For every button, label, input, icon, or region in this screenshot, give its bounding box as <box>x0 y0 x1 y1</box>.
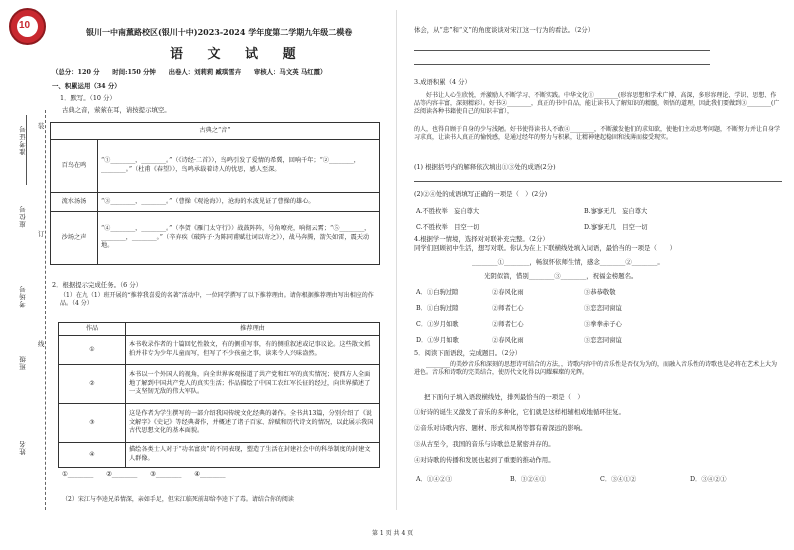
option-a[interactable]: A．①④②③ <box>416 476 453 483</box>
option-b-3: ③恋恋同窗谊 <box>584 305 622 312</box>
book-row-text: 本书收录作者的十篇回忆性散文，有的侧重写事，有的侧重叙述或记事议论。这些散文抓拍并非专为少年儿童而写，但写了不少孩童之事，读来令人兴味盎然。 <box>126 336 380 365</box>
sentence-1: ①好诗的诞生又激发了音乐的多种化，它们就是这样相辅相成地循环往复。 <box>414 408 625 416</box>
sentence-4: ④对诗歌的传播和发展也起到了重要的推动作用。 <box>414 456 555 464</box>
option-c[interactable]: C.不胜枚举 目空一切 <box>416 224 480 231</box>
name-label: 姓名 <box>19 440 27 455</box>
question-3-paragraph: 好书让人心生欣悦，并激励人不断学习、不断实践。中华文化①________(形容思想和学术广博、高深，多形容理论、学识、思想、作品等内容丰富，深刻精彩）。好书②________，真正的书中自品，能让读书人了解知识的精髓，领悟的道理，因此我们要做到③________(广泛阅读各种书籍使自己的知识丰富）， <box>414 92 780 116</box>
paper-title: 语 文 试 题 <box>170 47 306 62</box>
option-d-3: ③恋恋同窗谊 <box>584 337 622 344</box>
poetry-table <box>50 122 380 265</box>
option-a-2: ②春风化雨 <box>492 289 524 296</box>
sentence-3: ③从古至今，我国的音乐与诗歌总是紧密并存的。 <box>414 440 555 448</box>
question-4-desc: 同学们回顾初中生活，想写对联。你认为在上下联横线处填入词语，最恰当的一项是（ ） <box>414 244 677 252</box>
option-b[interactable]: B．①白驹过隙 <box>416 305 459 312</box>
poetry-table-head: 古典之“音” <box>51 123 380 140</box>
question-5-ask: 把下面句子填入语段横线处，排列最恰当的一项是（ ） <box>424 393 584 401</box>
answer-line[interactable] <box>414 181 782 182</box>
school-logo <box>9 8 46 45</box>
book-table-col1: 作品 <box>59 323 126 336</box>
question-3: 3.成语积累（4 分） <box>414 78 471 86</box>
answer-line[interactable] <box>414 50 710 51</box>
option-a[interactable]: A.不胜枚举 妄自尊大 <box>416 208 480 215</box>
question-1: 1．默写。（10 分） <box>60 94 116 102</box>
book-row-no: ① <box>59 336 126 365</box>
binding-line <box>45 110 46 510</box>
seat-number-label: 座位号 <box>19 205 27 228</box>
question-3-1: (1) 根据括号内的解释依次填出①③处的成语(2分) <box>414 163 556 171</box>
question-4: 4.根据学一情境，选择对对联补充完整。（2分） <box>414 235 549 243</box>
poetry-row-text: “③________，________。”（曹操《观沧海》），沧海的水波见证了曹操的雄心。 <box>98 193 380 212</box>
book-row-text: 本书以一个外国人的视角，向全世界客观报道了共产党和红军的真实情况；使西方人全面地了解到中国共产党人的真实生活；作品描绘了中国工农红军长征的经过，向世界描述了一支坚韧无敌的伟大军队。 <box>126 365 380 404</box>
option-c[interactable]: C．①岁月如歌 <box>416 321 459 328</box>
option-c[interactable]: C．③④①② <box>600 476 637 483</box>
book-table <box>58 322 380 468</box>
question-3-2: (2)②④处的成语填写正确的一项是（ ）(2分) <box>414 190 548 198</box>
option-c-3: ③拳拳赤子心 <box>584 321 622 328</box>
book-row-text: 描绘各类士人对于“功名富贵”的不同表现，塑造了生活在封建社会中的科举制度的封建文人群像。 <box>126 443 380 468</box>
question-2-2: （2）宋江与李逵兄弟情深，亲如手足，但宋江临死前却给李逵下了毒。请结合你的阅读 <box>62 496 294 503</box>
poetry-row-text: “①________，________。”（《诗经·二首》），鸟鸣引发了爱情的希冀，回响千年；“②________，________。”（杜甫《春望》），鸟鸣承载着诗人的忧思，感人至深。 <box>98 140 380 193</box>
class-label: 班级 <box>19 355 27 370</box>
cut-mark-3: 线 <box>38 340 45 348</box>
question-2-2-continued: 体会，从“忠”和“义”的角度谈谈对宋江这一行为的看法。（2分） <box>414 26 595 34</box>
cut-mark-2: 订 <box>38 230 45 238</box>
column-divider <box>396 10 397 510</box>
question-5: 5．阅读下面语段，完成题目。（2分） <box>414 349 522 357</box>
question-2-1: （1）在九（1）班开展的“推荐我喜爱的名著”活动中，一位同学撰写了以下推荐理由。请你根据推荐理由写出相应的作品。（4 分） <box>60 292 374 308</box>
couplet-2: 光阴似箭，惜别________③________，祝福金榜题名。 <box>484 272 638 280</box>
option-a-3: ③恭恭敬敬 <box>584 289 616 296</box>
school-logo-text: 10 <box>19 20 31 31</box>
cut-mark-1: 装 <box>38 122 45 130</box>
exam-room-label: 考场号 <box>19 285 27 308</box>
option-d-2: ②春风化雨 <box>492 337 524 344</box>
question-5-paragraph: ________的美妙音乐和深刻的思想诗可结合的方法，，诗歌内容中的音乐性是否仅为为的，而融入音乐性的诗歌也是必将在艺术上大为进色。音乐和诗歌的完美结合，使历代文化得以闪耀璀璨的光辉。 <box>414 361 778 377</box>
option-d[interactable]: D.寥寥无几 目空一切 <box>584 224 648 231</box>
option-b-2: ②师者仁心 <box>492 305 524 312</box>
option-c-2: ②师者仁心 <box>492 321 524 328</box>
page-footer: 第 1 页 共 4 页 <box>372 530 414 537</box>
sentence-2: ②音乐对诗歌内容、题材、形式和风格等都有着深远的影响。 <box>414 424 587 432</box>
option-b[interactable]: B．③②④① <box>510 476 547 483</box>
book-row-no: ② <box>59 365 126 404</box>
exam-number-label: 准考证号 <box>19 125 27 155</box>
answer-line[interactable] <box>414 64 710 65</box>
question-2: 2．根据提示完成任务。（6 分） <box>52 281 143 289</box>
poetry-row-label: 百鸟在鸣 <box>51 140 98 193</box>
question-1-intro: 古典之音，萦萦在耳，请按提示填空。 <box>62 106 171 114</box>
couplet-1: ________①________，畅叙怀依师生情，感念________②________。 <box>472 258 664 266</box>
option-a[interactable]: A．①白驹过隙 <box>416 289 459 296</box>
poetry-row-label: 流水汤汤 <box>51 193 98 212</box>
option-d[interactable]: D．③④②① <box>690 476 727 483</box>
poetry-row-label: 沙场之声 <box>51 212 98 265</box>
question-3-paragraph: 的人，也得自顾于自身的少与浅陋。好书使得读书人不敢④________，不断激发他们的求知欲，使他们主动思考问题，不断努力并让自身学习求真，让读书人真正的愉悦感，是通过经年的努力与积累，让精神建起稳固和浅薄而接受现实。 <box>414 126 781 142</box>
school-title: 银川一中南薰路校区(银川十中)2023-2024 学年度第二学期九年级二模卷 <box>86 27 353 37</box>
book-table-col2: 推荐理由 <box>126 323 380 336</box>
option-d[interactable]: D．①岁月如歌 <box>416 337 459 344</box>
book-row-no: ③ <box>59 404 126 443</box>
exam-number-line <box>26 115 27 185</box>
book-row-text: 这是作者为学生撰写的一部介绍我国传统文化经典的著作。全书共13篇，分别介绍了《说文解字》《史记》等经典著作，并概述了诸子百家、辞赋和历代诗文的情况，以此展示我国古代思想文化的基本面貌。 <box>126 404 380 443</box>
book-row-no: ④ <box>59 443 126 468</box>
question-2-answers: ①________ ②________ ③________ ④________ <box>62 470 226 478</box>
poetry-row-text: “④________，________。”（李贺《雁门太守行》）战鼓阵阵，号角嘹亮，响彻云霄；“⑤________，________，________。”（辛弃疾《破阵子·为陈同甫赋壮词以寄之》），战马奔腾，箭矢如雷，震天动地。 <box>98 212 380 265</box>
exam-meta: （总分：120 分 时间:150 分钟 出卷人：刘莉莉 臧琪雪卉 审核人：马文英 马红霞） <box>52 68 327 76</box>
section-1-title: 一、积累运用（34 分） <box>52 82 121 90</box>
option-b[interactable]: B.寥寥无几 妄自尊大 <box>584 208 648 215</box>
